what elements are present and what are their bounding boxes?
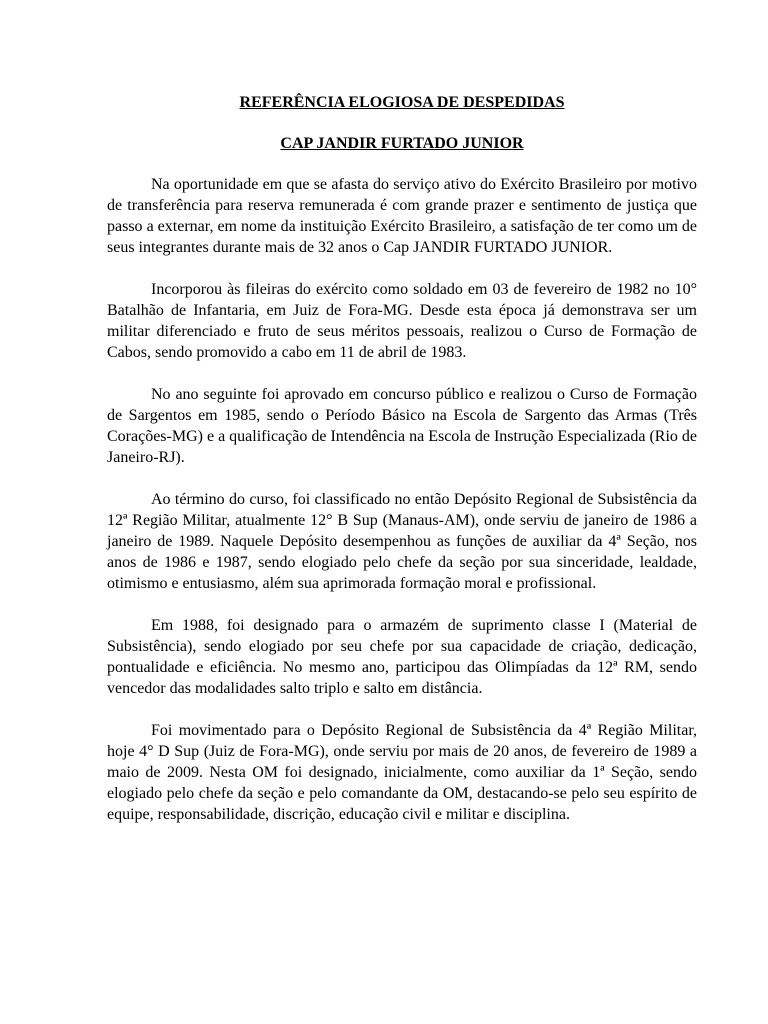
paragraph-4: Ao término do curso, foi classificado no então Depósito Regional de Subsistência da 12ª Região Militar, atualmente 12° B Sup (Manaus-AM), onde serviu de janeiro de 1986 a janeiro de 1989. Naquele Depósito desempenhou as funções de auxiliar da 4ª Seção, nos anos de 1986 e 1987, sendo elogiado pelo chefe da seção por sua sinceridade, lealdade, otimismo e entusiasmo, além sua aprimorada formação moral e profissional.	[107, 491, 697, 592]
document-subtitle: CAP JANDIR FURTADO JUNIOR	[280, 135, 524, 152]
paragraph-6: Foi movimentado para o Depósito Regional de Subsistência da 4ª Região Militar, hoje 4° D Sup (Juiz de Fora-MG), onde serviu por mais de 20 anos, de fevereiro de 1989 a maio de 2009. Nesta OM foi designado, inicialmente, como auxiliar da 1ª Seção, sendo elogiado pelo chefe da seção e pelo comandante da OM, destacando-se pelo seu espírito de equipe, responsabilidade, discrição, educação civil e militar e disciplina.	[107, 722, 697, 823]
document-body	[107, 92, 697, 846]
paragraph-5: Em 1988, foi designado para o armazém de suprimento classe I (Material de Subsistência), sendo elogiado por seu chefe por sua capacidade de criação, dedicação, pontualidade e eficiência. No mesmo ano, participou das Olimpíadas da 12ª RM, sendo vencedor das modalidades salto triplo e salto em distância.	[107, 617, 697, 697]
paragraph-1: Na oportunidade em que se afasta do serviço ativo do Exército Brasileiro por motivo de transferência para reserva remunerada é com grande prazer e sentimento de justiça que passo a externar, em nome da instituição Exército Brasileiro, a satisfação de ter como um de seus integrantes durante mais de 32 anos o Cap JANDIR FURTADO JUNIOR.	[107, 176, 697, 256]
document-title: REFERÊNCIA ELOGIOSA DE DESPEDIDAS	[239, 94, 565, 111]
paragraph-2: Incorporou às fileiras do exército como soldado em 03 de fevereiro de 1982 no 10° Batalhão de Infantaria, em Juiz de Fora-MG. Desde esta época já demonstrava ser um militar diferenciado e fruto de seus méritos pessoais, realizou o Curso de Formação de Cabos, sendo promovido a cabo em 11 de abril de 1983.	[107, 281, 697, 361]
paragraph-3: No ano seguinte foi aprovado em concurso público e realizou o Curso de Formação de Sargentos em 1985, sendo o Período Básico na Escola de Sargento das Armas (Três Corações-MG) e a qualificação de Intendência na Escola de Instrução Especializada (Rio de Janeiro-RJ).	[107, 386, 697, 466]
